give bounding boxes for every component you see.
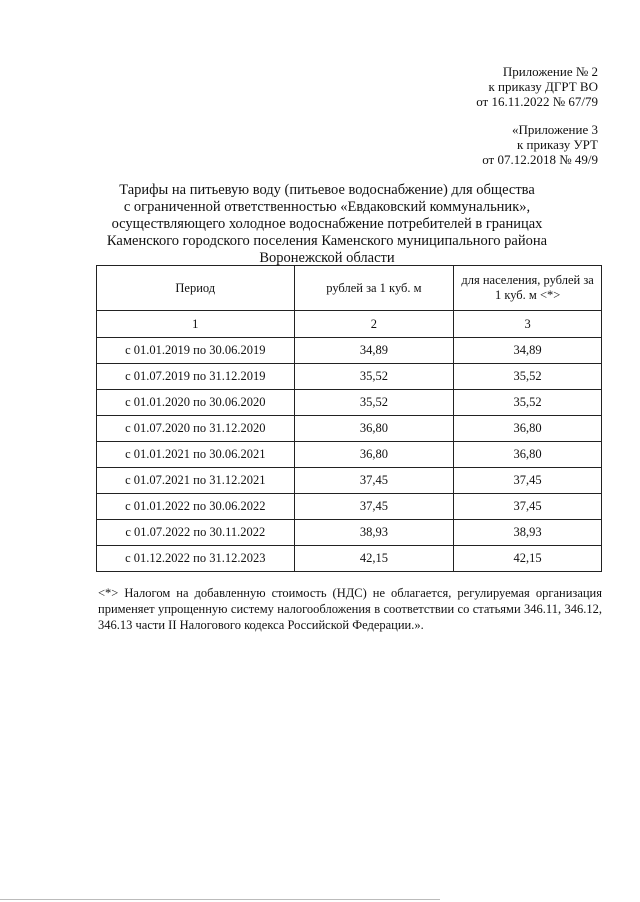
header-period: Период bbox=[97, 266, 295, 311]
column-number: 2 bbox=[294, 311, 454, 338]
rate-population-cell: 37,45 bbox=[454, 494, 602, 520]
table-row bbox=[97, 338, 602, 364]
table-row bbox=[97, 546, 602, 572]
appendix-number: Приложение № 2 bbox=[502, 64, 598, 79]
title-line: Тарифы на питьевую воду (питьевое водоснабжение) для общества bbox=[119, 182, 535, 198]
appendix-date: от 07.12.2018 № 49/9 bbox=[482, 152, 598, 167]
scan-edge-divider bbox=[0, 899, 440, 900]
table-row bbox=[97, 468, 602, 494]
rate-population-cell: 36,80 bbox=[454, 416, 602, 442]
rate-population-cell: 35,52 bbox=[454, 390, 602, 416]
title-line: Воронежской области bbox=[259, 250, 395, 266]
rate-cell: 42,15 bbox=[294, 546, 454, 572]
column-number: 1 bbox=[97, 311, 295, 338]
rate-population-cell: 36,80 bbox=[454, 442, 602, 468]
rate-cell: 38,93 bbox=[294, 520, 454, 546]
rate-population-cell: 35,52 bbox=[454, 364, 602, 390]
table-row bbox=[97, 494, 602, 520]
header-rate-population: для населения, рублей за 1 куб. м <*> bbox=[454, 266, 602, 311]
table-row bbox=[97, 390, 602, 416]
title-line: с ограниченной ответственностью «Евдаковский коммунальник», bbox=[123, 199, 531, 215]
period-cell: с 01.12.2022 по 31.12.2023 bbox=[97, 546, 295, 572]
period-cell: с 01.07.2020 по 31.12.2020 bbox=[97, 416, 295, 442]
rate-population-cell: 42,15 bbox=[454, 546, 602, 572]
period-cell: с 01.01.2020 по 30.06.2020 bbox=[97, 390, 295, 416]
table-row bbox=[97, 442, 602, 468]
rate-cell: 37,45 bbox=[294, 494, 454, 520]
appendix-order: к приказу УРТ bbox=[516, 137, 598, 152]
appendix-number: «Приложение 3 bbox=[511, 122, 598, 137]
tariff-table bbox=[96, 265, 602, 572]
rate-cell: 35,52 bbox=[294, 364, 454, 390]
footnote: <*> Налогом на добавленную стоимость (НДС) не облагается, регулируемая организация применяет упрощенную систему налогообложения в соответствии со статьями 346.11, 346.12, 346.13 части II Налогового кодекса Российской Федерации.». bbox=[98, 586, 602, 632]
rate-cell: 34,89 bbox=[294, 338, 454, 364]
appendix-previous-reference bbox=[482, 122, 598, 167]
appendix-order: к приказу ДГРТ ВО bbox=[488, 79, 598, 94]
document-title bbox=[92, 182, 562, 267]
column-number: 3 bbox=[454, 311, 602, 338]
rate-population-cell: 34,89 bbox=[454, 338, 602, 364]
title-line: Каменского городского поселения Каменского муниципального района bbox=[106, 233, 548, 249]
rate-population-cell: 38,93 bbox=[454, 520, 602, 546]
period-cell: с 01.01.2021 по 30.06.2021 bbox=[97, 442, 295, 468]
rate-cell: 37,45 bbox=[294, 468, 454, 494]
period-cell: с 01.07.2021 по 31.12.2021 bbox=[97, 468, 295, 494]
table-header-row bbox=[97, 266, 602, 311]
title-line: осуществляющего холодное водоснабжение потребителей в границах bbox=[111, 216, 543, 232]
header-rate: рублей за 1 куб. м bbox=[294, 266, 454, 311]
rate-cell: 36,80 bbox=[294, 442, 454, 468]
rate-population-cell: 37,45 bbox=[454, 468, 602, 494]
table-row bbox=[97, 364, 602, 390]
period-cell: с 01.01.2019 по 30.06.2019 bbox=[97, 338, 295, 364]
appendix-current-reference bbox=[476, 64, 598, 109]
rate-cell: 36,80 bbox=[294, 416, 454, 442]
period-cell: с 01.07.2022 по 30.11.2022 bbox=[97, 520, 295, 546]
appendix-date: от 16.11.2022 № 67/79 bbox=[476, 94, 598, 109]
table-row bbox=[97, 520, 602, 546]
column-number-row bbox=[97, 311, 602, 338]
table-row bbox=[97, 416, 602, 442]
period-cell: с 01.01.2022 по 30.06.2022 bbox=[97, 494, 295, 520]
period-cell: с 01.07.2019 по 31.12.2019 bbox=[97, 364, 295, 390]
rate-cell: 35,52 bbox=[294, 390, 454, 416]
